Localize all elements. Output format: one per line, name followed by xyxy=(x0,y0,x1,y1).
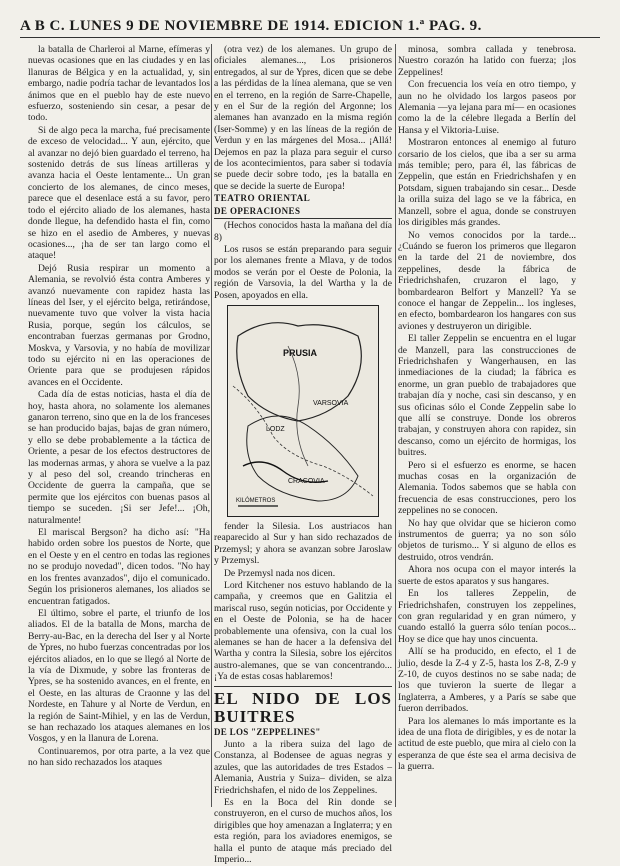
column-rule xyxy=(395,44,396,807)
paragraph: Es en la Boca del Rin donde se construyeron, en el curso de muchos años, los dirigibles que hoy amenazan a Inglaterra; y en esta región, para los aviadores enemigos, se halla el punto de ataque más preciado del Imperio... xyxy=(214,797,392,866)
section-subtitle: DE OPERACIONES xyxy=(214,206,392,219)
column-rule xyxy=(211,44,212,807)
separator xyxy=(214,686,392,687)
war-map xyxy=(227,305,379,517)
article-title: EL NIDO DE LOS BUITRES xyxy=(214,688,392,726)
map-label-cracovia: CRACOVIA xyxy=(288,477,325,485)
paragraph: (otra vez) de los alemanes. Un grupo de oficiales alemanes..., Los prisioneros entregados, al sur de Ypres, dicen que se debe a las pérdidas de la línea alemana, que se ven en el terreno, en la región de Sarre-Chapelle, y en el Sur de la región del Argonne; los alemanes han avanzado en la misma región (Iser-Somme) y en las líneas de la región de Verdun y en las márgenes del Mosa... ¡Allá! Dejemos en paz la plaza para seguir el curso de los acontecimientos, para saber si todavía se puede decir sobre todo, ¡es la batalla en que se decide la suerte de Europa! xyxy=(214,44,392,192)
paragraph: El taller Zeppelin se encuentra en el lugar de Manzell, para las construcciones de Friedrichshafen y Wangerhausen, en las inmediaciones de la ciudad; la fábrica es enorme, un gran pueblo de trabajadores que trabajan día y noche, casi sin descanso, y en sus oficinas sólo el Conde Zeppelin sabe lo que allí se construye. Donde los obreros trabajan, y construyen ahora con rapidez, sin descanso, como un ejército de hormigas, los buitres. xyxy=(398,333,576,459)
paragraph: Continuaremos, por otra parte, a la vez que no han sido rechazados los ataques xyxy=(28,745,210,769)
paragraph: De Przemysl nada nos dicen. xyxy=(224,567,336,579)
map-scale-label: KILÓMETROS xyxy=(236,497,276,504)
paragraph: Lord Kitchener nos estuvo hablando de la campaña, y creemos que en Galitzia el mariscal ruso, según noticias, por Occidente y en el Oeste de Polonia, se ha de hacer probablemente una ofensiva, con la cual los alemanes se han de hacer a la defensiva del Wartha y contra la Silesia, sobre los ejércitos austro-alemanes, que se van concentrando... ¡Ya de estas cosas hablaremos! xyxy=(214,579,392,683)
paragraph: Si de algo peca la marcha, fué precisamente de exceso de velocidad... Y aun, ejército, que al avanzar no dejó bien guardado el terreno, ha sostenido detrás de sus líneas artilleras y avanza hacia el Oeste lentamente... Un gran concierto de los alemanes, de cinco meses, parece que el desenlace está a su favor, pero todo el ejército aliado de los alemanes, hasta donde llegue, ha defendido hasta el fin, como se hizo en el asedio de Amberes, y nuevas ocasiones..., ¡ha de ser tan largo como el ataque! xyxy=(28,124,210,262)
paragraph: No vemos conocidos por la tarde... ¿Cuándo se fueron los primeros que llegaron en la tarde del 21 de noviembre, dos zeppelines, desde la fábrica de Friedrichshafen, cruzaron el lago, y bombardearon Belfort y Manzell? Ya se conoce el hangar de Zeppelin... los ingleses, en efecto, bombardearon los hangares con sus aviones y destruyeron un dirigible. xyxy=(398,229,576,332)
paragraph: Mostraron entonces al enemigo al futuro corsario de los cielos, que iba a ser su arma más temible; pero, para él, las fábricas de Zeppelin, que están en Friedrichshafen y en Potsdam, siguen trabajando sin cesar... Desde la orilla suiza del lago se ve la fábrica, en Manzell, sobre el agua, donde se construyen los dirigibles más grandes. xyxy=(398,137,576,229)
paragraph: Dejó Rusia respirar un momento a Alemania, se revolvió ésta contra Amberes y avanzó nuevamente con rapidez hasta las líneas del Iser, y el ejército belga, retirándose, nuevamente tuvo que volver la vista hacia Rusia, porque, según los cálculos, se encontraban fuerzas germanas por Grodno, Moskva, y Varsovia, y no había de movilizar todo su ejército ni en las operaciones de Oriente para que se produjesen rápidos avances en el Occidente. xyxy=(28,262,210,388)
paragraph: Pero si el esfuerzo es enorme, se hacen muchas cosas en la organización de Alemania. Todos sabemos que se habla con frecuencia de esas construcciones, pero los zeppelines no se conocen. xyxy=(398,459,576,517)
paragraph: Junto a la ribera suiza del lago de Constanza, al Bodensee de aguas negras y azules, que las autoridades de tres Estados –Alemania, Austria y Suiza– dividen, se alza Friedrichshafen, el nido de los Zeppelines. xyxy=(214,739,392,796)
map-label-prusia: PRUSIA xyxy=(283,347,318,358)
paragraph: El mariscal Bergson? ha dicho así: "Ha habido orden sobre los puestos de Norte, que en el Oeste y en el centro en todas las regiones no se produjo novedad", dicen todos. "No hay en los frentes avanzados", dijo el comunicado. Según los prisioneros alemanes, los aliados se encuentran fatigados. xyxy=(28,527,210,607)
column-3 xyxy=(398,44,576,807)
paragraph: la batalla de Charleroi al Marne, efímeras y nuevas ocasiones que en las ciudades y en las llanuras de Bélgica y en la actualidad, y, sin embargo, nadie podría tachar de levantados los ánimos que en el pueblo hay de este nuevo esfuerzo, sosteniendo sin cesar, a pesar de todo. xyxy=(28,44,210,124)
paragraph: Para los alemanes lo más importante es la idea de una flota de dirigibles, y es de notar la actitud de este pueblo, que mira al cielo con la esperanza de que éste sea el arma decisiva de la guerra. xyxy=(398,715,576,773)
map-label-varsovia: VARSOVIA xyxy=(313,399,349,407)
map-label-lodz: LODZ xyxy=(266,425,285,433)
paragraph: Ahora nos ocupa con el mayor interés la suerte de estos aparatos y sus hangares. xyxy=(398,564,576,587)
column-2 xyxy=(214,44,392,866)
paragraph: El último, sobre el parte, el triunfo de los aliados. El de la batalla de Mons, marcha de Berry-au-Bac, en la derecha del Iser y al Norte de Ypres, no hubo fuerzas concentradas por los ejércitos aliados, en lo que se llegó al Norte de la vía de Dixmude, y sobre las fronteras de Ypres, se ha sostenido avances, en el frente, en el Oeste, en las alturas de Craonne y las del Nordeste, en Tahure y al Norte de Verdun, en la región de Saint-Mihiel, y en las de Verdun, se han rechazado los ataques alemanes en los Vosgos, y en la llanura de Lorena. xyxy=(28,607,210,745)
paragraph: fender la Silesia. Los austriacos han reaparecido al Sur y han sido rechazados de Przemysl; y ahora se avanzan sobre Jaroslaw y Przemysl. xyxy=(214,520,392,567)
column-1 xyxy=(28,44,210,807)
section-title: TEATRO ORIENTAL xyxy=(214,193,311,204)
paragraph: En los talleres Zeppelin, de Friedrichshafen, construyen los zeppelines, con gran regularidad y en gran número, y cuando estalló la guerra sólo tenían pocos... Hoy se dice que hay unos cincuenta. xyxy=(398,588,576,645)
paragraph: (Hechos conocidos hasta la mañana del día 8) xyxy=(214,220,392,243)
paragraph: Cada día de estas noticias, hasta el día de hoy, hasta ahora, no solamente los alemanes ganaron terreno, sino que en la de los franceses se han producido bajas, bajas de gran número, y ello se debe probablemente a la táctica de Oriente, a pesar de los efectos destructores de las modernas armas, y ahora se vuelve a la paz y al peso del sol, creando trincheras en Occidente de guerra la campaña, que se permite que los ejércitos con buenas pasos al tiempo se suceden. ¡Si ser Jefe!... ¡Oh, naturalmente! xyxy=(28,389,210,526)
paragraph: Allí se ha producido, en efecto, el 1 de julio, desde la Z-4 y Z-5, hasta los Z-8, Z-9 y Z-10, de cuyos destinos no se sabe nada; de los que tuvieron la suerte de llegar a Inglaterra, a Amberes, y a París se sabe que fueron derribados. xyxy=(398,646,576,715)
header-text: A B C. LUNES 9 DE NOVIEMBRE DE 1914. EDICION 1.ª PAG. 9. xyxy=(20,17,482,34)
paragraph: Los rusos se están preparando para seguir por los alemanes frente a Mlava, y de todos modos se verán por el Oeste de Polonia, la región de Varsovia, la del Wartha y la de Posen, apoyados en ella. xyxy=(214,243,392,301)
page-header xyxy=(20,15,600,38)
article-subtitle: DE LOS "ZEPPELINES" xyxy=(214,726,321,737)
paragraph: No hay que olvidar que se hicieron como instrumentos de guerra; ya no son sólo objetos de turismo... Y si alguno de ellos es destruido, otros vendrán. xyxy=(398,517,576,563)
paragraph: minosa, sombra callada y tenebrosa. Nuestro corazón ha latido con fuerza; ¡los Zeppelines! xyxy=(398,44,576,78)
paragraph: Con frecuencia los veía en otro tiempo, y aun no he olvidado los largos paseos por Alemania —ya lejana para mí— en ocasiones como la de la célebre llegada a Berlín del Hansa y el Viktoria-Luise. xyxy=(398,79,576,136)
